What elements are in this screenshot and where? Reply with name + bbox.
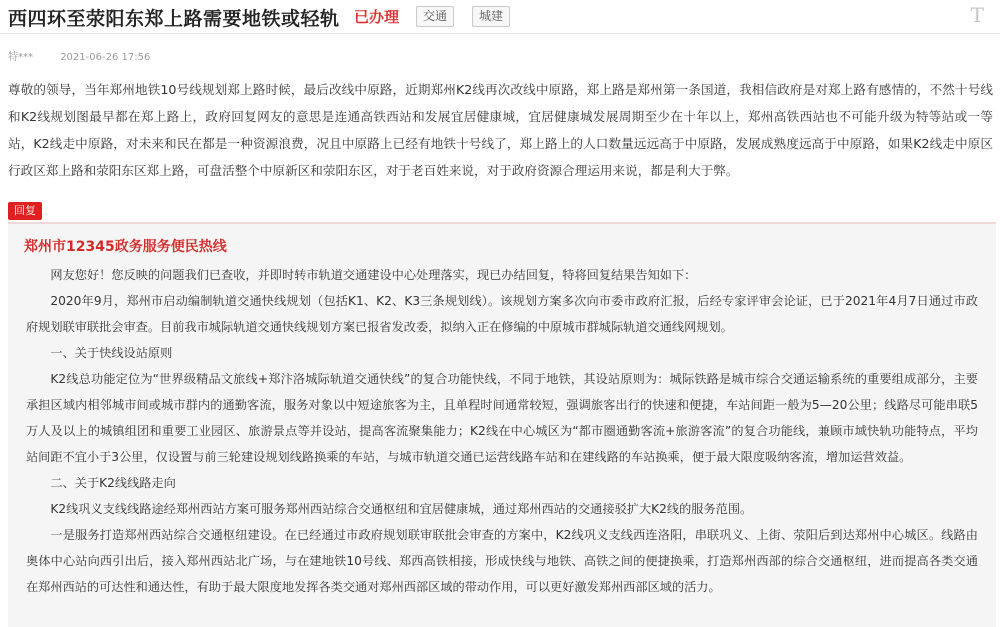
reply-body — [26, 262, 978, 600]
reply-section-heading: 二、关于K2线线路走向 — [50, 476, 176, 490]
reply-box — [8, 222, 996, 627]
reply-section-heading: 一、关于快线设站原则 — [50, 346, 173, 360]
reply-paragraph: 2020年9月，郑州市启动编制轨道交通快线规划（包括K1、K2、K3三条规划线）。该规划方案多次向市委市政府汇报，后经专家评审会论证，已于2021年4月7日通过市政府规划联审联批会审查。目前我市城际轨道交通快线规划方案已报省发改委，拟纳入正在修编的中原城市群城际轨道交通线网规划。 — [26, 294, 978, 334]
author-name: 特*** — [8, 52, 33, 63]
corner-logo: T — [970, 3, 984, 27]
reply-paragraph: K2线巩义支线线路途经郑州西站方案可服务郑州西站综合交通枢纽和宜居健康城，通过郑州西站的交通接驳扩大K2线的服务范围。 — [50, 502, 753, 516]
tag-transport[interactable]: 交通 — [416, 6, 454, 27]
tag-construction[interactable]: 城建 — [472, 6, 510, 27]
reply-paragraph: 网友您好！您反映的问题我们已查收，并即时转市轨道交通建设中心处理落实，现已办结回复，特将回复结果告知如下： — [50, 268, 697, 282]
reply-org-name: 郑州市12345政务服务便民热线 — [24, 239, 227, 255]
post-meta — [8, 48, 174, 63]
question-text: 尊敬的领导，当年郑州地铁10号线规划郑上路时候，最后改线中原路，近期郑州K2线再次改线中原路，郑上路是郑州第一条国道，我相信政府是对郑上路有感情的，不然十号线和K2线规划图最早都在郑上路上，政府回复网友的意思是连通高铁西站和发展宜居健康城，宜居健康城发展周期至少在十年以上，郑州高铁西站也不可能升级为特等站或一等站，K2线走中原路，对未来和民在都是一种资源浪费，况且中原路上已经有地铁十号线了，郑上路上的人口数量远远高于中原路，发展成熟度远高于中原路，如果K2线走中原区行政区郑上路和荥阳东区郑上路，可盘活整个中原新区和荥阳东区，对于老百姓来说，对于政府资源合理运用来说，都是利大于弊。 — [8, 82, 993, 178]
reply-badge: 回复 — [8, 202, 42, 220]
page-header — [0, 0, 1000, 34]
reply-paragraph: K2线总功能定位为“世界级精品文旅线+郑汴洛城际轨道交通快线”的复合功能快线，不同于地铁，其设站原则为：城际铁路是城市综合交通运输系统的重要组成部分，主要承担区域内相邻城市间或城市群内的通勤客流，服务对象以中短途旅客为主，且单程时间通常较短，强调旅客出行的快速和便捷，车站间距一般为5—20公里；线路尽可能串联5万人及以上的城镇组团和重要工业园区、旅游景点等并设站，提高客流聚集能力；K2线在中心城区为“都市圈通勤客流+旅游客流”的复合功能线，兼顾市域快轨功能特点，平均站间距不宜小于3公里，仅设置与前三轮建设规划线路换乘的车站，与城市轨道交通已运营线路车站和在建线路的车站换乘，便于最大限度吸纳客流，增加运营效益。 — [26, 372, 978, 464]
status-label: 已办理 — [354, 8, 400, 26]
reply-paragraph: 一是服务打造郑州西站综合交通枢纽建设。在已经通过市政府规划联审联批会审查的方案中，K2线巩义支线西连洛阳，串联巩义、上街、荥阳后到达郑州中心城区。线路由奥体中心站向西引出后，接入郑州西站北广场，与在建地铁10号线、郑西高铁相接，形成快线与地铁、高铁之间的便捷换乘，打造郑州西部的综合交通枢纽，进而提高各类交通在郑州西站的可达性和通达性，有助于最大限度地发挥各类交通对郑州西部区域的带动作用，可以更好激发郑州西部区域的活力。 — [26, 528, 978, 594]
page-title: 西四环至荥阳东郑上路需要地铁或轻轨 — [8, 8, 340, 30]
post-datetime: 2021-06-26 17:56 — [60, 52, 151, 63]
